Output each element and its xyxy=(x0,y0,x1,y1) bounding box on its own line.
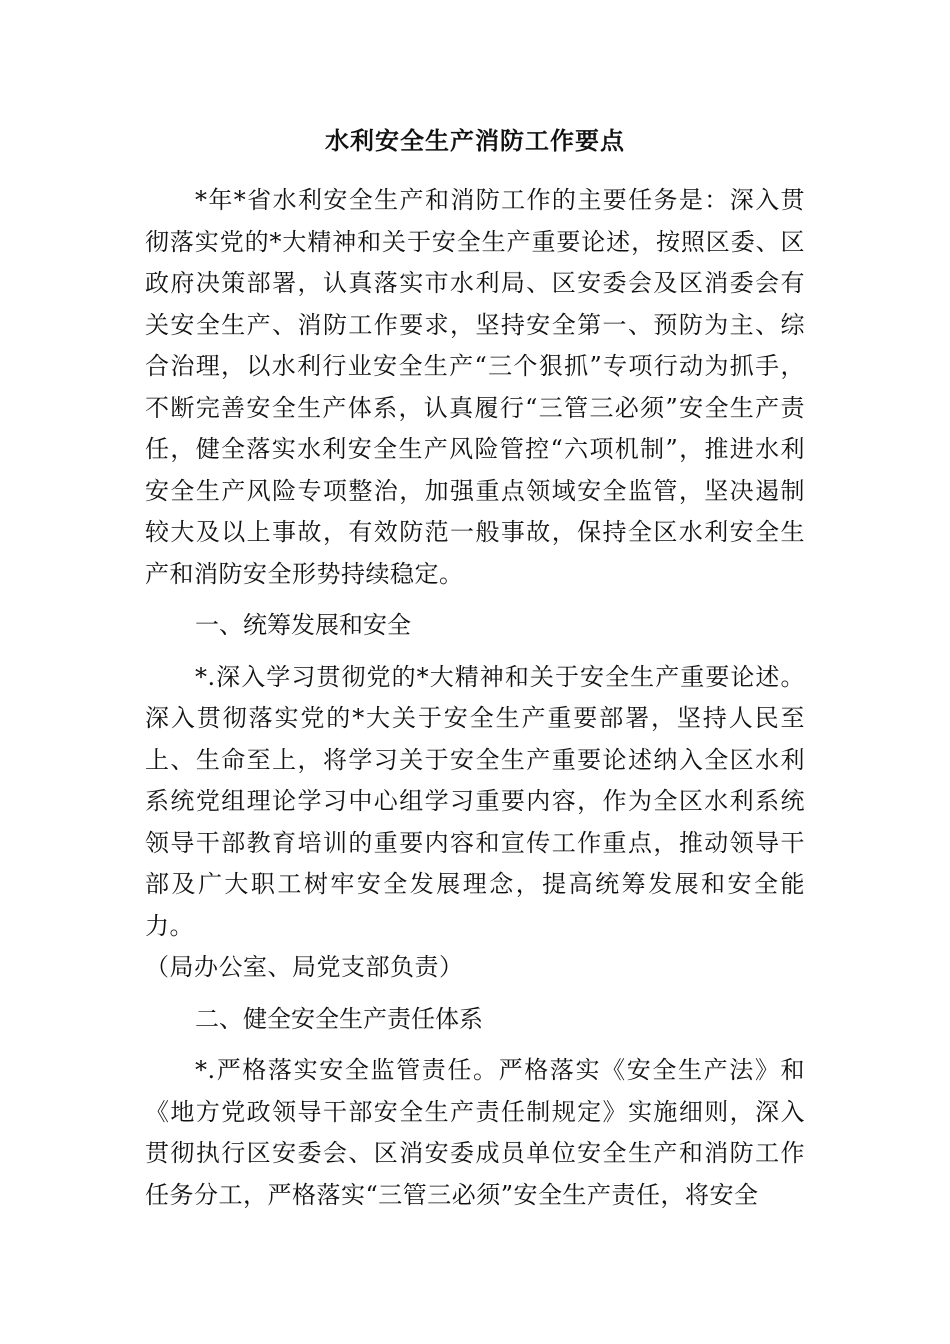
section-2-heading: 二、健全安全生产责任体系 xyxy=(195,1004,483,1033)
document-page xyxy=(145,118,805,1216)
intro-paragraph: *年*省水利安全生产和消防工作的主要任务是：深入贯彻落实党的*大精神和关于安全生产重要论述，按照区委、区政府决策部署，认真落实市水利局、区安委会及区消委会有关安全生产、消防工作要求，坚持安全第一、预防为主、综合治理，以水利行业安全生产“三个狠抓”专项行动为抓手，不断完善安全生产体系，认真履行“三管三必须”安全生产责任，健全落实水利安全生产风险管控“六项机制”，推进水利安全生产风险专项整治，加强重点领域安全监管，坚决遏制较大及以上事故，有效防范一般事故，保持全区水利安全生产和消防安全形势持续稳定。 xyxy=(145,186,805,588)
section-1-heading: 一、统筹发展和安全 xyxy=(195,611,411,639)
section-2-paragraph: *.严格落实安全监管责任。严格落实《安全生产法》和《地方党政领导干部安全生产责任制规定》实施细则，深入贯彻执行区安委会、区消安委成员单位安全生产和消防工作任务分工，严格落实“三管三必须”安全生产责任，将安全 xyxy=(145,1056,805,1209)
section-1-paragraph: *.深入学习贯彻党的*大精神和关于安全生产重要论述。深入贯彻落实党的*大关于安全生产重要部署，坚持人民至上、生命至上，将学习关于安全生产重要论述纳入全区水利系统党组理论学习中心组学习重要内容，作为全区水利系统领导干部教育培训的重要内容和宣传工作重点，推动领导干部及广大职工树牢安全发展理念，提高统筹发展和安全能力。 xyxy=(145,662,805,940)
section-1-note: （局办公室、局党支部负责） xyxy=(145,953,464,981)
document-title: 水利安全生产消防工作要点 xyxy=(325,126,625,155)
